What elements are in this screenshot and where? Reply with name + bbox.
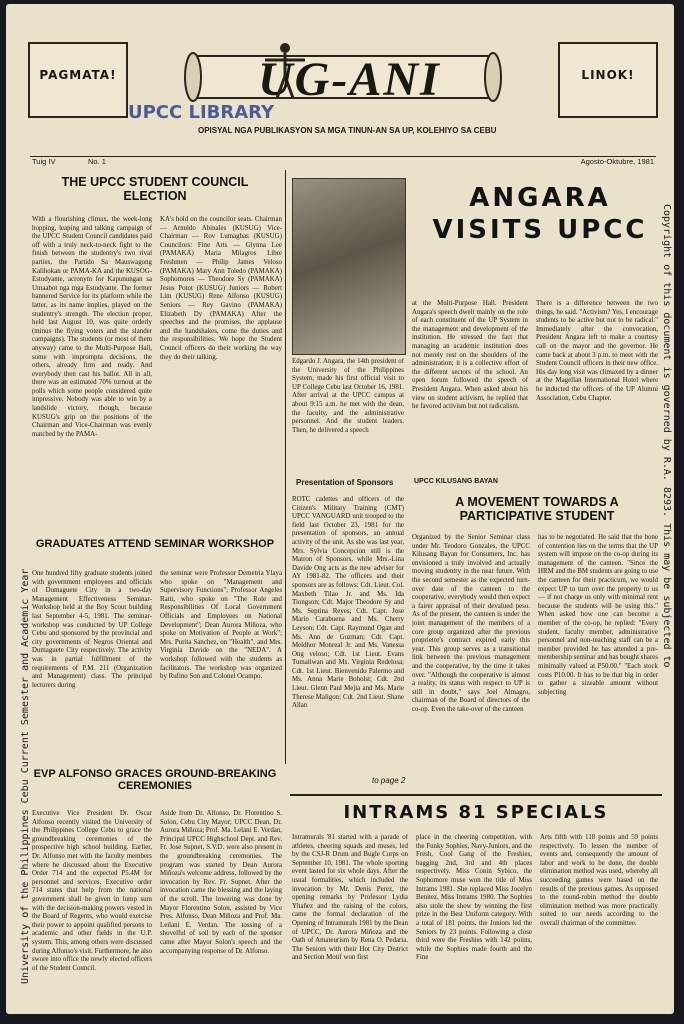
intrams-col1: Intramurals '81 started with a parade of athletes, cheering squads and muses, led by the CSJ-R Drum and Bugle Corps on September 10, 1981. The whole sporting event lasted for six whole days. After the usual formalities, which included the invocation by Mr. Denis Perez, the opening remarks by Professor Lydia Yhañez and the raising of the colors, came the formal declaration of the Opening of Intramurals 1981 by the Dean of UPCC, Dr. Aurora Miñoza and the Oath of Amateurism by Rena O. Pedaria. The Seniors with their Hot City District and Section Motif won first <box>292 834 408 962</box>
issue-volume: Tuig IV <box>32 157 56 166</box>
issue-number: No. 1 <box>88 157 106 166</box>
left-ear-text: PAGMATA! <box>39 68 117 82</box>
alfonso-col1: Executive Vice President Dr. Oscar Alfonso recently visited the University of the Philippines College Cebu to grace the groundbreaking ceremonies of the prospective high school building. Earlier, Dr. Alfonso met with the faculty members where he discussed about the Executive Order 714 and the expected P5.4M for personnel and services. Executive order 714 states that help from the national government shall be given in lump sum with the decision-making powers vested in the Board of Regents, who would exercise their power to appoint qualified persons to academic and other fields in the U.P. system. This, among others were discussed during Alfonso's visit. Furthermore, he also swore into office the newly elected officers of the Student Council. <box>32 810 152 972</box>
angara-headline: ANGARA VISITS UPCC <box>432 183 648 245</box>
student-council-col2: KA's hold on the councilor seats. Chairman — Arnuldo Abinales (KUSUG) Vice-Chairman — Rov Lumagbas (KUSUG) Councilors: Fine Arts — Glynna Lee (PAMAKA) Maria Milagros Libre Freshmen — Philip James Veloso (PAMAKA) Mary Ann Toledo (PAMAKA) Sophomores — Theodore Sy (PAMAKA) Jesus Potot (KUSUG) Juniors — Robert Lim (KUSUG) Rene Alfonso (KUSUG) Seniors — Rey Gavino (PAMAKA) Elizabeth Dy (PAMAKA) After the speeches and the promises, the applause and the handshakes, come the duties and the responsibilities. We hope the Student Council officers do their working the way they do their talking. <box>160 216 282 361</box>
left-ear-box <box>28 42 128 118</box>
angara-col2: at the Multi-Purpose Hall. President Angara's speech dwelt mainly on the role of each constituent of the UP System in the management and development of the institution. He stressed the fact that managing an academic institution does not merely rest on the shoulders of the administration; it is a collective effort of the different sectors of the school. An open forum followed the speech of President Angara. When asked about his view on student activism, he replied that he favored activism but not radicalism. <box>412 300 528 411</box>
intrams-col3: Arts fifth with 118 points and 59 points respectively. To lessen the number of events and, consequently the amount of labor and work to be done, the double elimination method was used, whereby all succeeding games were based on the results of the previous games. As opposed to the round-robin method the double elimination method was more practically suited to our needs according to the overall chairman of the committee. <box>540 834 658 927</box>
intrams-headline: INTRAMS 81 SPECIALS <box>343 802 609 823</box>
angara-photo <box>292 178 406 355</box>
sponsors-label: Presentation of Sponsors <box>296 478 394 487</box>
column-rule <box>285 170 286 764</box>
masthead-title: UG-ANI <box>258 53 441 106</box>
side-note-right: Copyright of this document is governed by R.A. 8293. This may be subjected to <box>661 204 672 668</box>
library-stamp: UPCC LIBRARY <box>128 102 275 123</box>
seminar-headline: GRADUATES ATTEND SEMINAR WORKSHOP <box>35 538 275 550</box>
student-council-headline: THE UPCC STUDENT COUNCIL ELECTION <box>61 175 249 203</box>
seminar-col1: One hundred fifty graduate students joined with government employees and officials of Dumaguete City in a two-day Management Effectiveness Seminar-Workshop held at the Boy Scout building last September 4-5, 1981. The seminar-workshop was conducted by UP College Cebu and sponsored by the provincial and city governments of Negros Oriental and Dumaguete City respectively. The activity was in partial fulfillment of the requirements of P.M. 211 (Organization and Management) class. The principal lecturers during <box>32 570 152 689</box>
kilusang-col2: has to be negotiated. He said that the bone of contention lies on the terms that the UP system will impose on the co-op during its management of the canteen. "Since the HRM and the BM students are going to use the canteen for their practicum, we would expect UP to turn over the property to us — if not charge us only with minimal rent because the students will be using this." When asked how one can become a member of the co-op, he replied: "Every student, faculty member, administrative personnel and non-teaching staff can be a member provided he has attended a pre-membership seminar and has bought shares minimally valued at P50.00." "Each stock costs P10.00. It has to be that big in order to gather a sizeable amount without subjecting <box>538 534 658 696</box>
side-note-left: University of the Philippines Cebu Current Semester and Academic Year <box>20 568 31 984</box>
kilusang-col1: Organized by the Senior Seminar class under Mr. Teodoro Gonzales, the UPCC Kilusang Bayan for Consumers, Inc. has envisioned a truly involved and actually moving studentry in the near future. With the second semester as the expected turn-over date of the canteen to the cooperative, everybody would then expect a fairer appraisal of their devalued peso. As of the present, the canteen is under the joint management of the members of a core group organized after the previous proprietor's contract expired early this year. This group serves as a transitional link between the previous management and the cooperative, by the time it takes over. "Although the cooperative is almost a reality, its status with respect to UP is still in doubt," says Joel Almagro, chairman of the Board of directors of the co-op. Even the take-over of the canteen <box>412 534 530 713</box>
intrams-col2: place in the cheering competition, with the Funky Sophies, Navy-Juniors, and the Fresh, Cool Gang of the Freshies, bagging 2nd, 3rd and 4th places respectively. Miss Conin Sybico, the Sophomore muse won the title of Miss Intrams 1981. She replaced Miss Jocelyn Benitez, Miss Intrams 1980. The Sophies also stole the show by winning the first prize in the Best Uniform category. With a total of 181 points, the Juniors led the Seniors by 23 points. Following a close third were the Freshies with 142 points, while the Sophies made fourth and the Fine <box>416 834 532 962</box>
angara-col3: There is a difference between the two things, he said. "Activism? Yes, I encourage students to be active but not to be radical." Immediately after the convocation, President Angara left to make a courtesy call on the mayor and the governor. He came back at about 3 p.m. to meet with the Student Council officers in their new office. His day long visit was climaxed by a dinner at the Magellan International Hotel where he inducted the officers of the UP Alumni Association, Cebu Chapter. <box>536 300 658 402</box>
alfonso-col2: Aside from Dr. Alfonso, Dr. Florentino S. Solon, Cebu City Mayor; UPCC Dean, Dr. Aurora Miñoza; Prof. Ma. Lelani E. Verdan, Principal UPCC Highschool Dept. and Rev. Fr. Jose Supnet, S.V.D. were also present in the groundbreaking ceremonies. The program was started by Dean Aurora Miñoza's welcome address, followed by the invocation by Rev. Fr. Supnet. After the invocation came the blessing and the laying of the scroll. The lowering was done by Mayor Florentino Solon, assisted by Vice Pres. Alfonso, Dean Miñoza and Prof. Ma. Leilani E. Verdan. The tossing of a shovelful of soil by each of the sponsor came after Mayor Solon's speech and the accompanying response of Dr. Alfonso. <box>160 810 282 955</box>
student-council-col1: With a flourishing climax, the week-long hopping, leaping and talking campaign of the UPCC Student Council candidates paid off with a truly neck-to-neck fight to the finish between the studentry's two rival parties, the Partido Sa Mauswagong Kalihokan or PAMA-KA and the KUSOG-Estudyante, acronym for Kapunungan sa Umaabot nga mga Estudyante. The former bannered Service for its platform while the latter, as its name implies, played on the studentry's strength. The election proper, held last August 10, was quite orderly (minus the flying voters and the slander campaigns). The students (or most of them anyway) came to the Multi-Purpose Hall, some with impromptu decisions, the others, already firm and ready. And everybody then cast his ballot. All in all, there was an estimated 70% turnout at the polls which some people considered quite impressive. Nobody was able to win by a landslide victory, though, because KUSUG's grip on the positions of the Chairman and Vice-Chairman was evenly matched by the PAMA- <box>32 216 152 438</box>
alfonso-headline: EVP ALFONSO GRACES GROUND-BREAKING CEREMONIES <box>33 768 277 793</box>
masthead <box>28 34 658 142</box>
kilusang-headline: A MOVEMENT TOWARDS A PARTICIPATIVE STUDENT <box>455 495 619 523</box>
issue-date: Agosto-Oktubre, 1981 <box>580 157 654 166</box>
sponsors-body: ROTC cadettes and officers of the Citizen's Military Training (CMT) UPCC VANGUARD unit trooped to the field last October 23, 1981 for the presentation of sponsors, an annual activity of the unit. As she was last year, Mrs. Sylvia Concepcion still is the Matron of Sponsors, while Mrs.-Lina Davide Ong acts as the new adviser for AY 1981-82. The officers and their sponsors are as follows: Cdt. Lieut. Col. Maxbeth Tilao Jr. and Ms. Ida Tiongson; Cdt. Major Theodore Sy and Ms. Septina Reyes; Cdt. Capt. Jose Mario Carabuena and Ms. Cherry Leyson; Cdt. Capt. Raymund Ogan and Ms. Ann de Guzman; Cdt. Capt. Meldhor Monreal Jr. and Ms. Vanessa Ong veloso; Cdt. 1st Lieut. Evans Tumaliwan and Ms. Virginia Redelosa; Cdt. 1st Lieut. Bienvenido Palermo and Ms. Anna Marie Boholst; Cdt. 2nd Lieut. Glenn Paul Mejia and Ms. Marie Therese Maligon; Cdt. 2nd Lieut. Shane Allan <box>292 496 404 710</box>
right-ear-box <box>558 42 658 118</box>
angara-caption: Edgardo J. Angara, the 14th president of the University of the Philippines System, made his first official visit to UP College Cebu last October 16, 1981. After arrival at the UPCC campus at about 9:15 a.m. he met with the dean, the faculty, and the administrative personnel. And the student leaders. Then, he delivered a speech <box>292 358 404 434</box>
masthead-subtitle: OPISYAL NGA PUBLIKASYON SA MGA TINUN-AN SA UP, KOLEHIYO SA CEBU <box>198 126 497 135</box>
issue-bar <box>30 156 656 166</box>
right-ear-text: LINOK! <box>581 68 635 82</box>
kilusang-label: UPCC KILUSANG BAYAN <box>414 478 498 485</box>
newspaper-page <box>6 4 674 1014</box>
sponsors-jump[interactable]: to page 2 <box>372 776 406 785</box>
intrams-top-rule <box>290 794 662 796</box>
seminar-col2: the seminar were Professor Demetria Ylaya who spoke on "Management and Supervisory Functions"; Professor Angeles Ratti, who spoke on "The Role and Responsibilities Of Local Government Officials and Employees on National Development"; Dean Aurora Miñoza, who spoke on Motivation of People at Work"; Mrs. Purita Sanchez, on "Health", and Mrs. Virginia Davide on the "NEDA". A workshop followed with the students as facilitators. The workshop was organized by Rufino Son and Colonel Ocampo. <box>160 570 282 681</box>
